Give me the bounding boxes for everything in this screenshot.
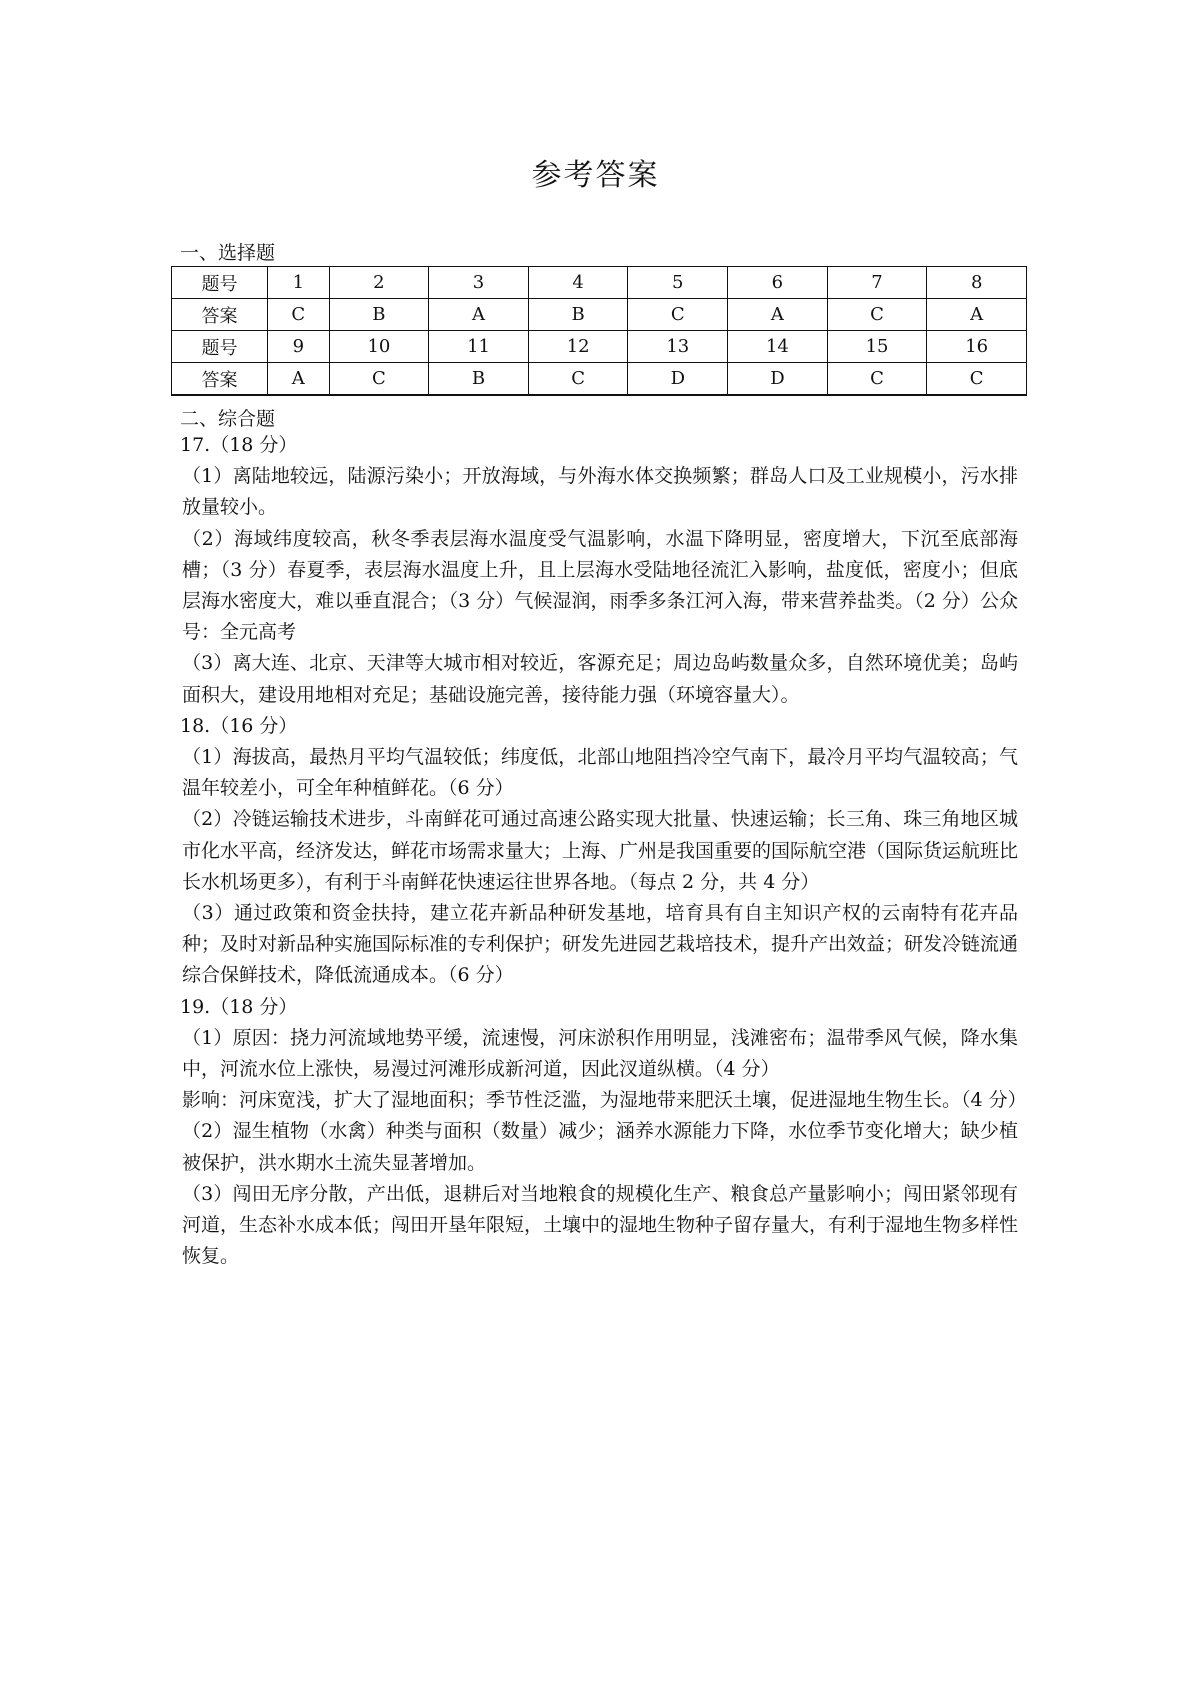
table-row [172, 299, 1027, 331]
table-cell: D [628, 363, 728, 396]
table-cell: C [628, 299, 728, 331]
table-cell: A [268, 363, 330, 396]
comprehensive-answers [180, 430, 1027, 1272]
table-cell: 8 [927, 267, 1027, 299]
table-cell: 15 [827, 331, 927, 363]
table-cell: A [728, 299, 828, 331]
answer-paragraph: （3）通过政策和资金扶持，建立花卉新品种研发基地，培育具有自主知识产权的云南特有花卉品种；及时对新品种实施国际标准的专利保护；研发先进园艺栽培技术，提升产出效益；研发冷链流通综合保鲜技术，降低流通成本。（6 分） [182, 902, 1019, 987]
table-row [172, 331, 1027, 363]
answer-paragraph: （1）离陆地较远，陆源污染小；开放海域，与外海水体交换频繁；群岛人口及工业规模小，污水排放量较小。 [182, 465, 1018, 519]
table-cell: 5 [628, 267, 728, 299]
answer-paragraph: （2）湿生植物（水禽）种类与面积（数量）减少；涵养水源能力下降，水位季节变化增大；缺少植被保护，洪水期水土流失显著增加。 [182, 1120, 1018, 1174]
table-cell: C [827, 363, 927, 396]
answer-paragraph: （2）海域纬度较高，秋冬季表层海水温度受气温影响，水温下降明显，密度增大，下沉至底部海槽；（3 分）春夏季，表层海水温度上升，且上层海水受陆地径流汇入影响，盐度低，密度小；但底层海水密度大，难以垂直混合；（3 分）气候湿润，雨季多条江河入海，带来营养盐类。（2 分）公众号：全元高考 [182, 527, 1018, 644]
table-cell: B [429, 363, 529, 396]
table-cell: 6 [728, 267, 828, 299]
table-cell: 16 [927, 331, 1027, 363]
table-cell: 7 [827, 267, 927, 299]
table-cell: 9 [268, 331, 330, 363]
table-cell: C [329, 363, 429, 396]
table-cell: B [329, 299, 429, 331]
table-cell: 2 [329, 267, 429, 299]
table-cell: 10 [329, 331, 429, 363]
table-cell: C [827, 299, 927, 331]
question-heading: 17.（18 分） [180, 434, 298, 456]
table-cell: 13 [628, 331, 728, 363]
table-cell: 11 [429, 331, 529, 363]
section-heading-choice: 一、选择题 [180, 242, 276, 264]
table-cell: 1 [268, 267, 330, 299]
row-label: 题号 [172, 331, 268, 363]
row-label: 答案 [172, 299, 268, 331]
answer-table [171, 266, 1027, 396]
answer-paragraph: 影响：河床宽浅，扩大了湿地面积；季节性泛滥，为湿地带来肥沃土壤，促进湿地生物生长。（4 分） [182, 1089, 1027, 1112]
table-cell: C [268, 299, 330, 331]
table-cell: C [528, 363, 628, 396]
row-label: 答案 [172, 363, 268, 396]
answer-paragraph: （1）原因：挠力河流域地势平缓，流速慢，河床淤积作用明显，浅滩密布；温带季风气候，降水集中，河流水位上涨快，易漫过河滩形成新河道，因此汊道纵横。（4 分） [182, 1026, 1018, 1081]
table-row [172, 267, 1027, 299]
table-cell: 14 [728, 331, 828, 363]
table-cell: B [528, 299, 628, 331]
table-cell: C [927, 363, 1027, 396]
question-heading: 18.（16 分） [180, 714, 298, 737]
table-cell: A [429, 299, 529, 331]
table-cell: 4 [528, 267, 628, 299]
row-label: 题号 [172, 267, 268, 299]
section-heading-comprehensive: 二、综合题 [180, 408, 276, 430]
table-cell: A [927, 299, 1027, 331]
table-cell: 12 [528, 331, 628, 363]
answer-paragraph: （3）闯田无序分散，产出低，退耕后对当地粮食的规模化生产、粮食总产量影响小；闯田紧邻现有河道，生态补水成本低；闯田开垦年限短，土壤中的湿地生物种子留存量大，有利于湿地生物多样性恢复。 [182, 1182, 1019, 1268]
question-heading: 19.（18 分） [180, 995, 298, 1018]
answer-paragraph: （1）海拔高，最热月平均气温较低；纬度低，北部山地阻挡冷空气南下，最冷月平均气温较高；气温年较差小，可全年种植鲜花。（6 分） [182, 746, 1018, 800]
table-cell: D [728, 363, 828, 396]
answer-paragraph: （3）离大连、北京、天津等大城市相对较近，客源充足；周边岛屿数量众多，自然环境优美；岛屿面积大，建设用地相对充足；基础设施完善，接待能力强（环境容量大）。 [182, 652, 1018, 706]
answer-paragraph: （2）冷链运输技术进步，斗南鲜花可通过高速公路实现大批量、快速运输；长三角、珠三角地区城市化水平高，经济发达，鲜花市场需求量大；上海、广州是我国重要的国际航空港（国际货运航班比长水机场更多），有利于斗南鲜花快速运往世界各地。（每点 2 分，共 4 分） [182, 808, 1019, 893]
table-cell: 3 [429, 267, 529, 299]
table-row [172, 363, 1027, 396]
page-title: 参考答案 [531, 158, 660, 193]
